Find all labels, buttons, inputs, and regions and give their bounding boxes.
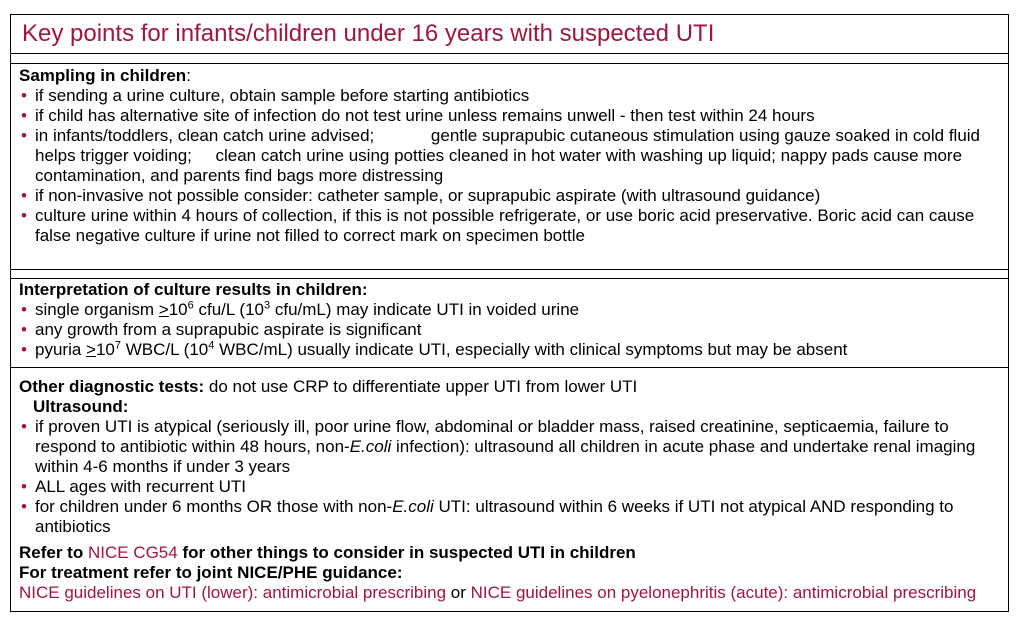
bullet-icon: • <box>21 340 27 359</box>
guideline-links: NICE guidelines on UTI (lower): antimicrobial prescribing or NICE guidelines on pyelonephritis (acute): antimicrobial prescribing <box>19 583 977 602</box>
bullet-icon: • <box>21 126 27 145</box>
bullet-icon: • <box>21 417 27 436</box>
other-tests-section <box>11 368 1008 611</box>
key-points-panel <box>10 14 1009 612</box>
bullet-icon: • <box>21 477 27 496</box>
list-item: • if proven UTI is atypical (seriously ill, poor urine flow, abdominal or bladder mass, raised creatinine, septicaemia, failure to respond to antibiotic within 48 hours, non-E.coli infection): ultrasound all children in acute phase and undertake renal imaging within 4-6 months if under 3 years <box>21 417 976 476</box>
list-item: • if child has alternative site of infection do not test urine unless remains unwell - then test within 24 hours <box>21 106 815 125</box>
treatment-line: For treatment refer to joint NICE/PHE guidance: <box>19 563 403 582</box>
list-item: • culture urine within 4 hours of collection, if this is not possible refrigerate, or use boric acid preservative. Boric acid can cause false negative culture if urine not filled to correct mark on specimen bottle <box>21 206 975 245</box>
ultrasound-heading: Ultrasound: <box>33 397 129 416</box>
interpretation-list <box>19 300 1000 360</box>
list-item: • ALL ages with recurrent UTI <box>21 477 247 496</box>
list-item: • pyuria $>10^7$ WBC/L ($10^4$ WBC/mL) usually indicate UTI, especially with clinical symptoms but may be absent <box>21 339 848 359</box>
interpretation-heading: Interpretation of culture results in children: <box>19 280 368 299</box>
bullet-icon: • <box>21 300 27 319</box>
ultrasound-list <box>19 417 1000 537</box>
list-item: • single organism $>10^6$ cfu/L ($10^3$ cfu/mL) may indicate UTI in voided urine <box>21 299 580 319</box>
list-item: • if non-invasive not possible consider: catheter sample, or suprapubic aspirate (with ultrasound guidance) <box>21 186 821 205</box>
bullet-icon: • <box>21 320 27 339</box>
bullet-icon: • <box>21 86 27 105</box>
list-item: • any growth from a suprapubic aspirate is significant <box>21 320 422 339</box>
pyelonephritis-link[interactable]: NICE guidelines on pyelonephritis (acute): antimicrobial prescribing <box>470 583 977 602</box>
sampling-list <box>19 86 1000 246</box>
interpretation-section <box>11 279 1008 368</box>
page-title: Key points for infants/children under 16 years with suspected UTI <box>22 20 715 47</box>
list-item: • in infants/toddlers, clean catch urine advised; gentle suprapubic cutaneous stimulation using gauze soaked in cold fluid helps trigger voiding; clean catch urine using potties cleaned in hot water with washing up liquid; nappy pads cause more contamination, and parents find bags more distressing <box>21 126 985 185</box>
sampling-section <box>11 64 1008 270</box>
divider <box>11 54 1008 64</box>
bullet-icon: • <box>21 186 27 205</box>
list-item: • for children under 6 months OR those with non-E.coli UTI: ultrasound within 6 weeks if UTI not atypical AND responding to antibiotics <box>21 497 954 536</box>
uti-lower-link[interactable]: NICE guidelines on UTI (lower): antimicrobial prescribing <box>19 583 447 602</box>
bullet-icon: • <box>21 206 27 225</box>
title-box <box>11 15 1008 54</box>
nice-cg54-link[interactable]: NICE CG54 <box>87 543 178 562</box>
bullet-icon: • <box>21 497 27 516</box>
sampling-heading: Sampling in children: <box>19 66 191 85</box>
other-tests-heading: Other diagnostic tests: do not use CRP to differentiate upper UTI from lower UTI <box>19 377 638 396</box>
divider <box>11 270 1008 279</box>
refer-line: Refer to NICE CG54 for other things to consider in suspected UTI in children <box>19 543 636 562</box>
list-item: • if sending a urine culture, obtain sample before starting antibiotics <box>21 86 530 105</box>
bullet-icon: • <box>21 106 27 125</box>
